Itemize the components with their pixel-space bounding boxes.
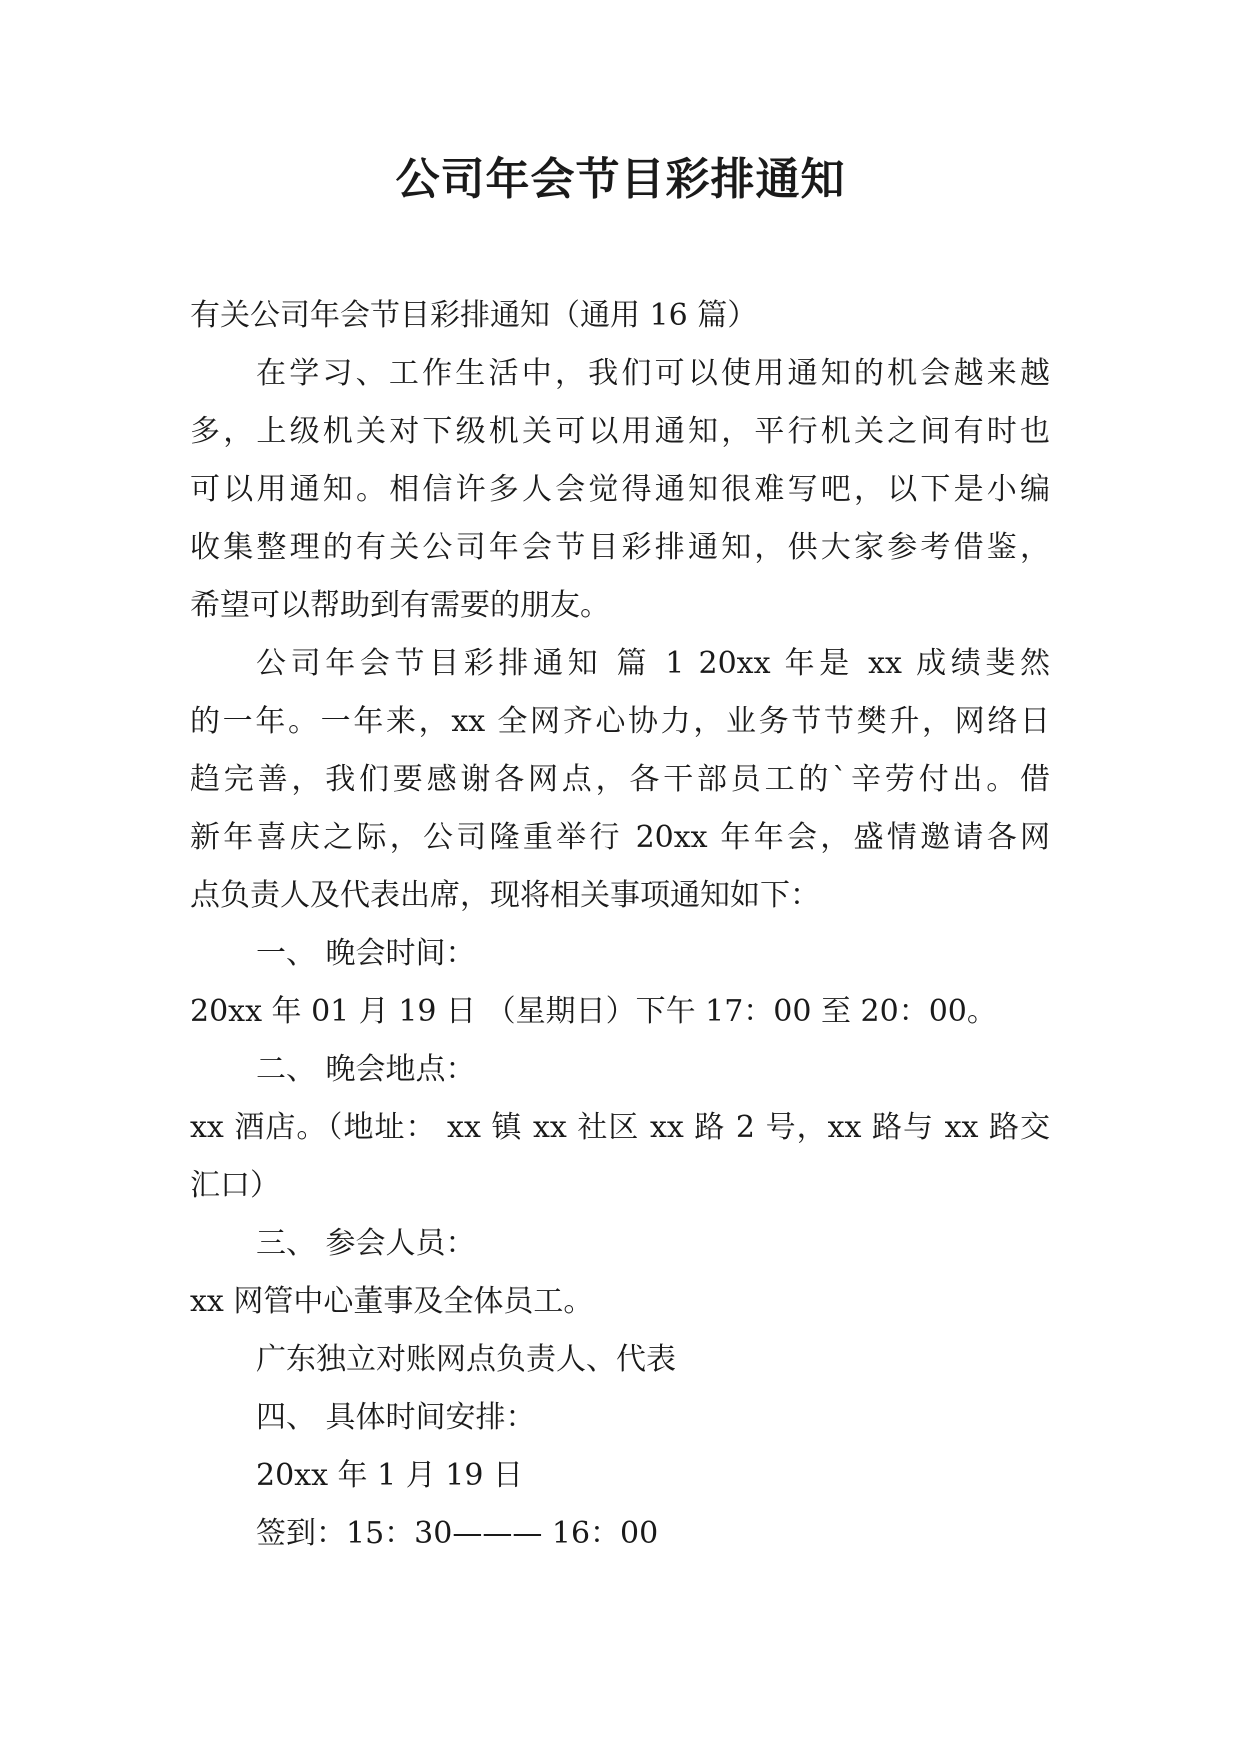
- paragraph-line: 在学习、工作生活中，我们可以使用通知的机会越来越: [256, 356, 1050, 391]
- paragraph-line: 趋完善，我们要感谢各网点，各干部员工的`辛劳付出。借: [190, 762, 1050, 797]
- paragraph-line: 20xx 年 1 月 19 日: [256, 1458, 523, 1493]
- paragraph-line: 希望可以帮助到有需要的朋友。: [190, 588, 610, 623]
- section-heading: 三、 参会人员：: [256, 1226, 476, 1261]
- section-heading: 一、 晚会时间：: [256, 936, 476, 971]
- paragraph-line: 可以用通知。相信许多人会觉得通知很难写吧，以下是小编: [190, 472, 1050, 507]
- paragraph-line: 收集整理的有关公司年会节目彩排通知，供大家参考借鉴，: [190, 530, 1050, 565]
- paragraph-line: xx 网管中心董事及全体员工。: [190, 1284, 594, 1319]
- section-heading: 四、 具体时间安排：: [256, 1400, 536, 1435]
- paragraph-line: 多，上级机关对下级机关可以用通知，平行机关之间有时也: [190, 414, 1050, 449]
- paragraph-line: 汇口）: [190, 1168, 280, 1203]
- document-title: 公司年会节目彩排通知: [395, 154, 846, 205]
- paragraph-line: 签到：15：30——— 16：00: [256, 1516, 659, 1551]
- paragraph-line: xx 酒店。（地址： xx 镇 xx 社区 xx 路 2 号，xx 路与 xx 路交: [190, 1110, 1050, 1145]
- paragraph-line: 点负责人及代表出席，现将相关事项通知如下：: [190, 878, 820, 913]
- paragraph-line: 公司年会节目彩排通知 篇 1 20xx 年是 xx 成绩斐然: [256, 646, 1050, 681]
- document-body: [190, 287, 1050, 1563]
- paragraph-line: 新年喜庆之际，公司隆重举行 20xx 年年会，盛情邀请各网: [190, 820, 1050, 855]
- paragraph-line: 20xx 年 01 月 19 日 （星期日）下午 17：00 至 20：00。: [190, 994, 997, 1029]
- paragraph-line: 广东独立对账网点负责人、代表: [256, 1342, 676, 1377]
- subtitle-line: 有关公司年会节目彩排通知（通用 16 篇）: [190, 298, 758, 333]
- section-heading: 二、 晚会地点：: [256, 1052, 476, 1087]
- paragraph-line: 的一年。一年来，xx 全网齐心协力，业务节节樊升，网络日: [190, 704, 1050, 739]
